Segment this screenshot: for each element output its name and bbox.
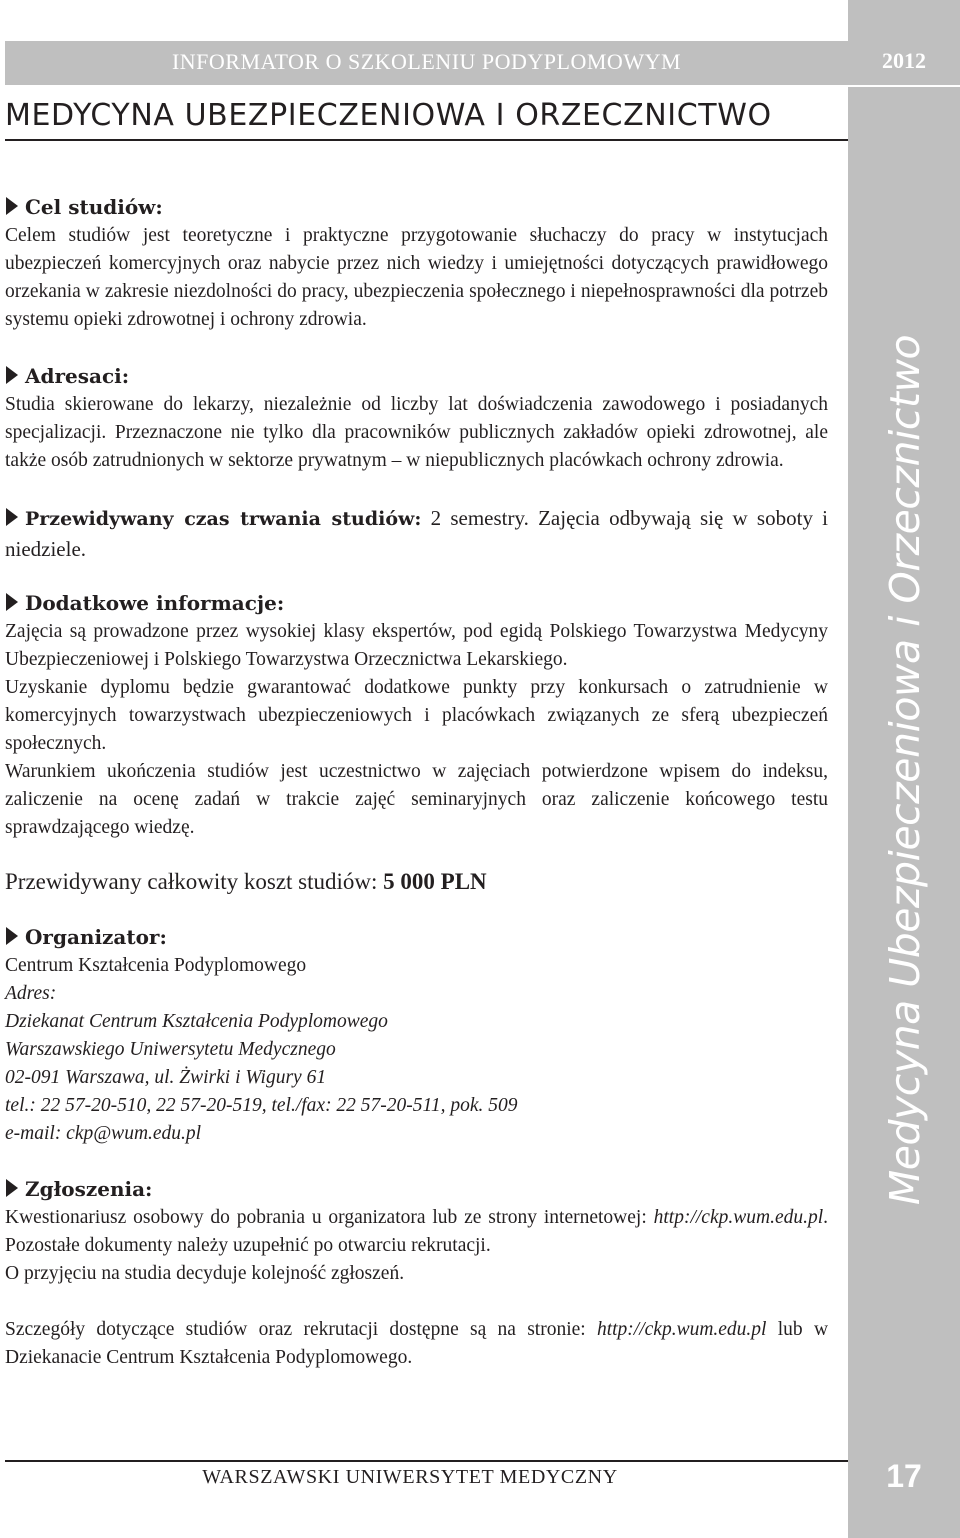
section-heading: Adresaci:	[5, 361, 828, 391]
header-bar	[5, 41, 848, 85]
section-heading: Dodatkowe informacje:	[5, 588, 828, 618]
organizer-name: Centrum Kształcenia Podyplomowego	[5, 955, 307, 976]
section-cel	[5, 192, 828, 334]
section-text: Zajęcia są prowadzone przez wysokiej klasy ekspertów, pod egidą Polskiego Towarzystwa Medycyny Ubezpieczeniowej i Polskiego Towarzystwa Orzecznictwa Lekarskiego.	[5, 621, 828, 670]
content	[5, 192, 828, 1372]
cost-line: Przewidywany całkowity koszt studiów: 5 000 PLN	[5, 869, 487, 894]
bullet-arrow-icon	[5, 591, 19, 613]
year: 2012	[882, 48, 926, 73]
section-text: Uzyskanie dyplomu będzie gwarantować dodatkowe punkty przy konkursach o zatrudnienie w komercyjnych towarzystwach ubezpieczeniowych i placówkach związanych ze sferą ubezpieczeń społecznych.	[5, 677, 828, 754]
section-heading: Organizator:	[5, 922, 828, 952]
bullet-arrow-icon	[5, 364, 19, 386]
section-text: Przewidywany czas trwania studiów: 2 semestry. Zajęcia odbywają się w soboty i niedziele.	[5, 506, 829, 561]
section-text: O przyjęciu na studia decyduje kolejność zgłoszeń.	[5, 1263, 405, 1284]
section-dodatkowe	[5, 588, 828, 842]
section-text: Warunkiem ukończenia studiów jest uczestnictwo w zajęciach potwierdzone wpisem do indeksu, zaliczenie na ocenę zadań w trakcie zajęć seminaryjnych oraz zaliczenie końcowego testu sprawdzającego wiedzę.	[5, 761, 828, 838]
section-text: Studia skierowane do lekarzy, niezależnie od liczby lat doświadczenia zawodowego i posiadanych specjalizacji. Przeznaczone nie tylko dla pracowników publicznych zakładów opieki zdrowotnej, ale także osób zatrudnionych w sektorze prywatnym – w niepublicznych placówkach ochrony zdrowia.	[5, 394, 829, 471]
email-line[interactable]: e-mail: ckp@wum.edu.pl	[5, 1123, 202, 1144]
address-line: 02-091 Warszawa, ul. Żwirki i Wigury 61	[5, 1067, 327, 1088]
address-label: Adres:	[5, 983, 57, 1004]
section-koszt	[5, 868, 828, 896]
footer-text: WARSZAWSKI UNIWERSYTET MEDYCZNY	[202, 1466, 618, 1488]
title-divider	[5, 139, 848, 141]
section-czas	[5, 503, 828, 564]
address-line: Dziekanat Centrum Kształcenia Podyplomowego	[5, 1011, 388, 1032]
section-zgloszenia	[5, 1174, 828, 1288]
header-title: INFORMATOR O SZKOLENIU PODYPLOMOWYM	[171, 49, 682, 74]
section-heading: Zgłoszenia:	[5, 1174, 828, 1204]
page-number: 17	[886, 1458, 922, 1494]
website-link[interactable]: http://ckp.wum.edu.pl	[653, 1207, 824, 1228]
section-text: Celem studiów jest teoretyczne i praktyczne przygotowanie słuchaczy do pracy w instytucjach ubezpieczeń komercyjnych oraz nabycie przez nich wiedzy i umiejętności dotyczących prawidłowego orzekania w zakresie niezdolności do pracy, ubezpieczenia społecznego i niepełnosprawności dla potrzeb systemu opieki zdrowotnej i ochrony zdrowia.	[5, 225, 828, 330]
section-text: Szczegóły dotyczące studiów oraz rekrutacji dostępne są na stronie: http://ckp.wum.edu.pl lub w Dziekanacie Centrum Kształcenia Podyplomowego.	[5, 1319, 829, 1368]
vertical-title: Medycyna Ubezpieczeniowa i Orzecznictwo	[881, 334, 929, 1206]
bullet-arrow-icon	[5, 195, 19, 217]
address-line: Warszawskiego Uniwersytetu Medycznego	[5, 1039, 336, 1060]
footer-divider	[5, 1460, 848, 1462]
bullet-arrow-icon	[5, 925, 19, 947]
sidebar-divider	[848, 85, 960, 87]
bullet-arrow-icon	[5, 1177, 19, 1199]
section-adresaci	[5, 361, 828, 475]
bullet-arrow-icon	[5, 506, 19, 528]
section-text: Kwestionariusz osobowy do pobrania u organizatora lub ze strony internetowej: http://ckp.wum.edu.pl. Pozostałe dokumenty należy uzupełnić po otwarciu rekrutacji.	[5, 1207, 829, 1256]
website-link[interactable]: http://ckp.wum.edu.pl	[596, 1319, 767, 1340]
section-szczegoly	[5, 1316, 828, 1372]
phone-line: tel.: 22 57-20-510, 22 57-20-519, tel./fax: 22 57-20-511, pok. 509	[5, 1095, 518, 1116]
section-heading: Cel studiów:	[5, 192, 828, 222]
cost-value: 5 000 PLN	[383, 869, 487, 894]
page-title: MEDYCYNA UBEZPIECZENIOWA I ORZECZNICTWO	[5, 98, 772, 133]
section-heading: Przewidywany czas trwania studiów:	[25, 508, 422, 530]
section-organizator	[5, 922, 828, 1148]
